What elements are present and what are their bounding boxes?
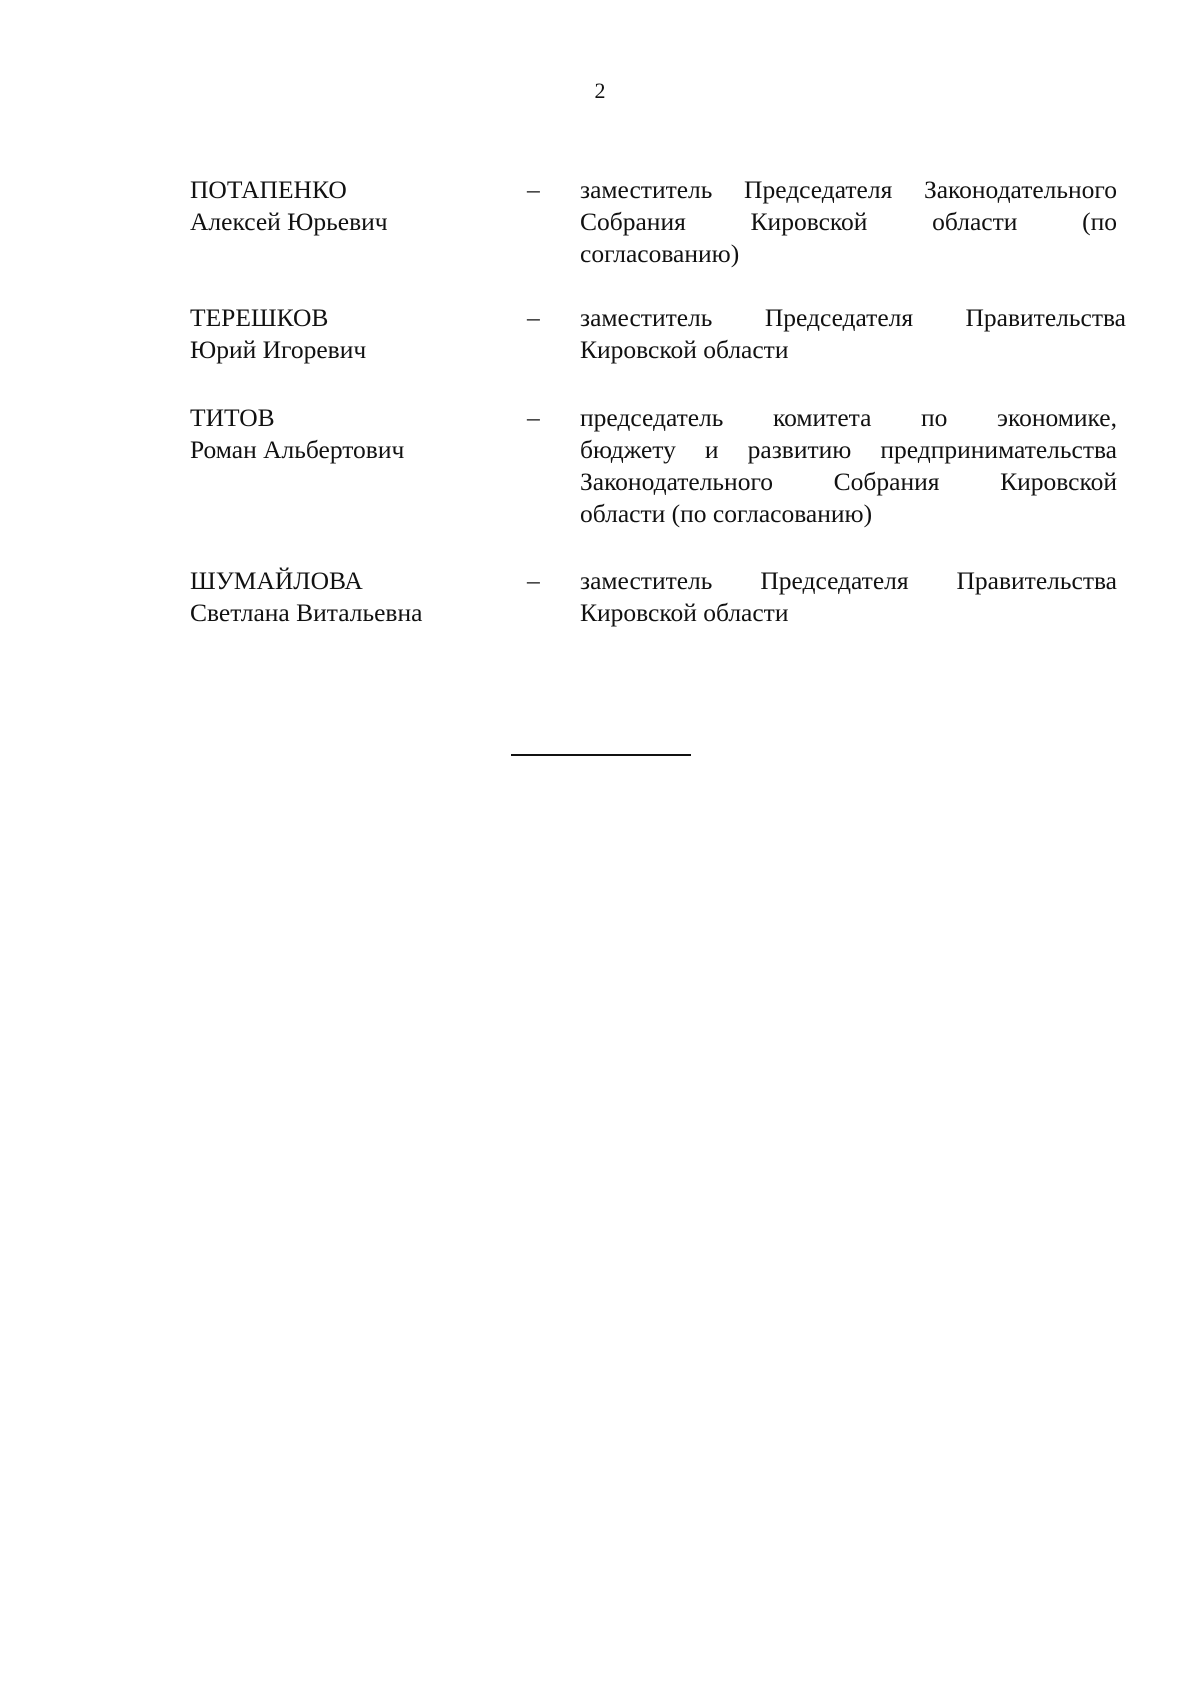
end-divider-line [511,754,691,756]
position-line: заместитель Председателя Правительства [580,566,1117,595]
member-surname: ШУМАЙЛОВА [190,566,363,595]
member-given-name: Светлана Витальевна [190,598,423,627]
member-name [190,302,510,366]
member-given-name: Роман Альбертович [190,435,405,464]
member-surname: ТЕРЕШКОВ [190,303,329,332]
member-position [580,402,1117,530]
member-position [580,302,1126,366]
dash-separator: – [527,403,540,432]
position-line: председатель комитета по экономике, [580,403,1117,432]
position-line: Законодательного Собрания Кировской [580,467,1117,496]
member-name [190,565,510,629]
member-name [190,402,510,466]
page-number: 2 [594,78,606,103]
member-name [190,174,510,238]
position-line: согласованию) [580,239,740,268]
position-line: заместитель Председателя Правительства [580,303,1126,332]
position-line: Собрания Кировской области (по [580,207,1117,236]
dash-separator: – [527,566,540,595]
member-given-name: Алексей Юрьевич [190,207,388,236]
position-line: бюджету и развитию предпринимательства [580,435,1117,464]
position-line: заместитель Председателя Законодательного [580,175,1117,204]
position-line: Кировской области [580,335,789,364]
member-given-name: Юрий Игоревич [190,335,367,364]
member-surname: ПОТАПЕНКО [190,175,347,204]
position-line: области (по согласованию) [580,499,873,528]
dash-separator: – [527,175,540,204]
member-surname: ТИТОВ [190,403,275,432]
position-line: Кировской области [580,598,789,627]
member-position [580,174,1117,270]
member-position [580,565,1117,629]
dash-separator: – [527,303,540,332]
